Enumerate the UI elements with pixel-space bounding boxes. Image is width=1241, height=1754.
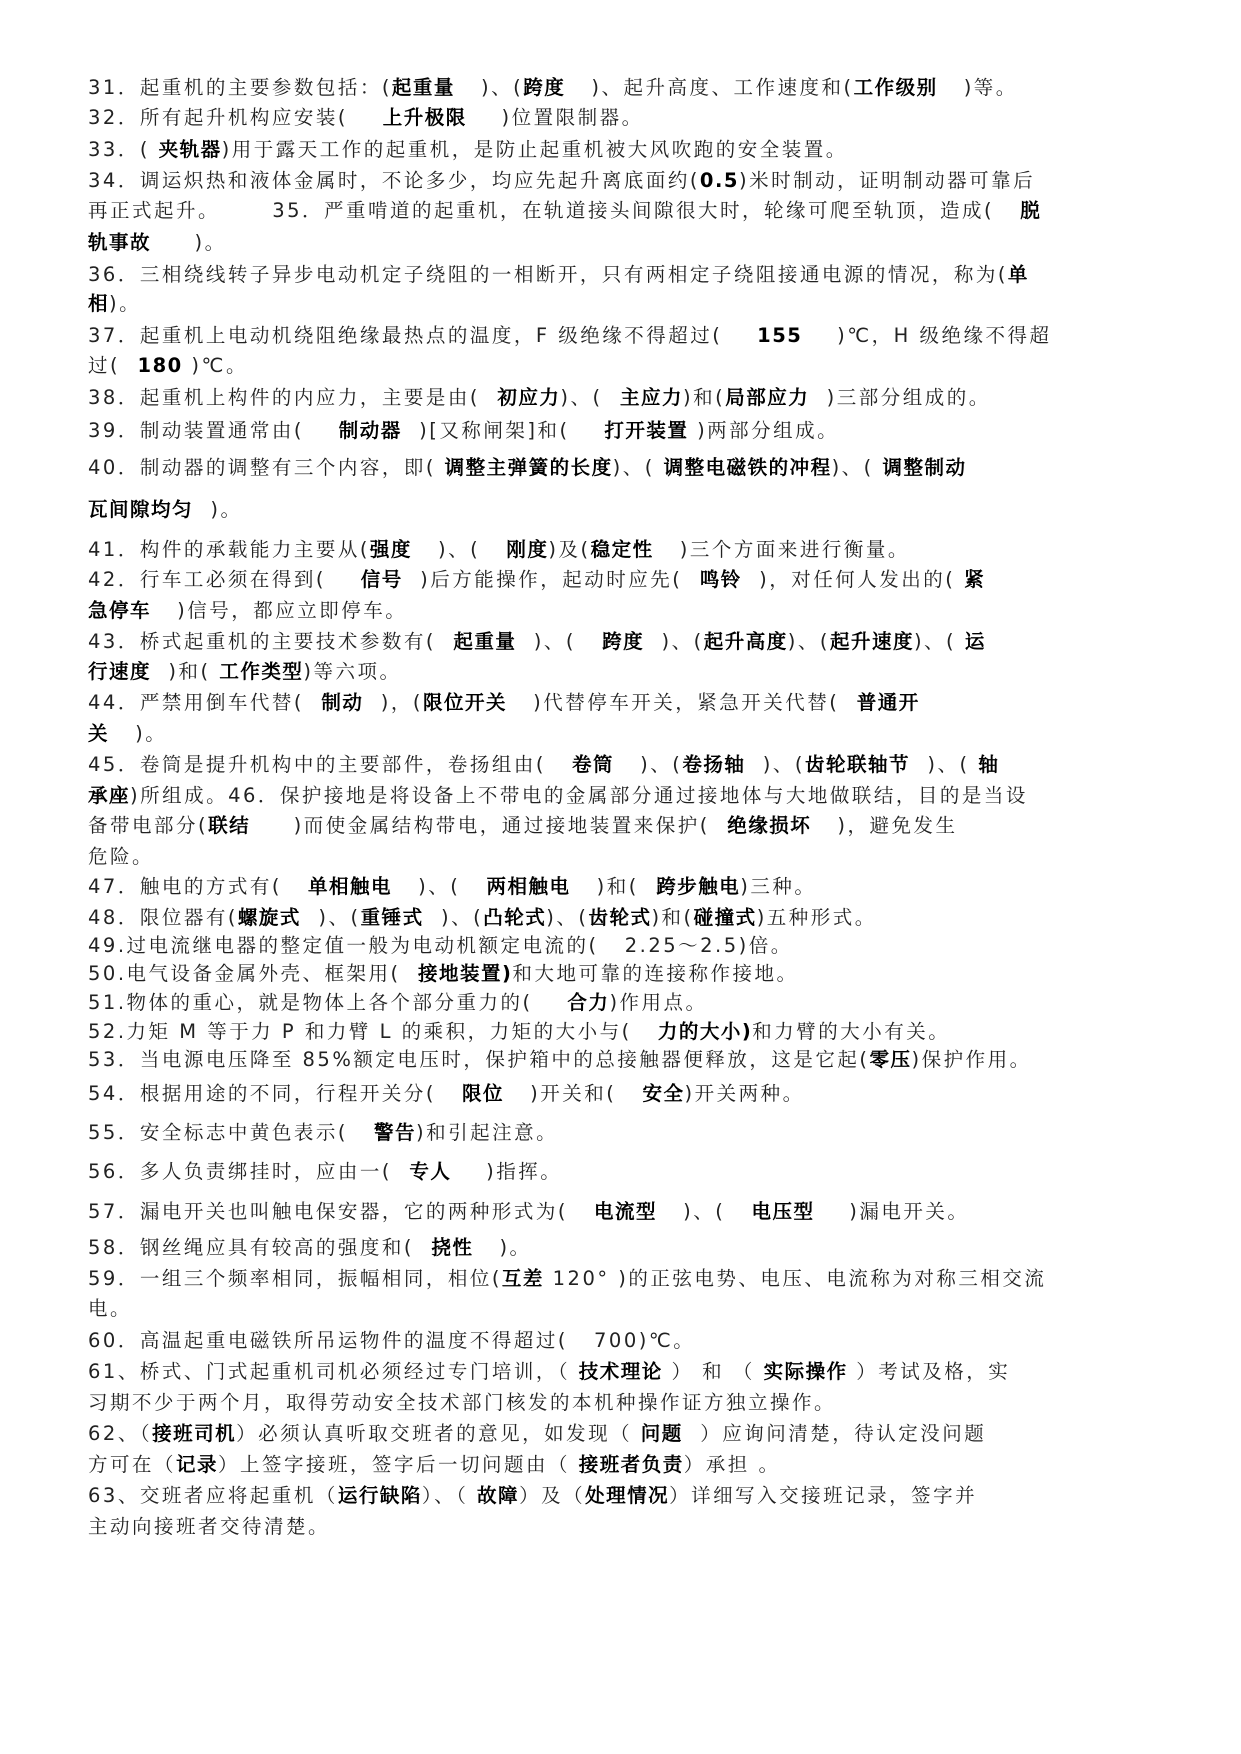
- answer-text: 调整电磁铁的冲程: [663, 456, 832, 479]
- question-text: 49.过电流继电器的整定值一般为电动机额定电流的( 2.25～2.5)倍。: [88, 934, 793, 957]
- text-line: [88, 455, 967, 481]
- question-text: 56．多人负责绑挂时，应由一(: [88, 1160, 410, 1183]
- question-text: )、(: [831, 456, 883, 479]
- question-text: )两部分组成。: [688, 419, 840, 442]
- question-text: )及(: [548, 538, 591, 561]
- question-text: 53．当电源电压降至 85%额定电压时，保护箱中的总接触器便释放，这是它起(: [88, 1048, 870, 1071]
- question-text: 38．起重机上构件的内应力，主要是由(: [88, 386, 498, 409]
- question-text: )而使金属结构带电，通过接地装置来保护(: [250, 814, 728, 837]
- question-text: )和(: [682, 386, 726, 409]
- text-line: [88, 1120, 558, 1146]
- text-line: [88, 1483, 977, 1509]
- question-text: 再正式起升。 35．严重啃道的起重机，在轨道接头间隙很大时，轮缘可爬至轨顶，造成(: [88, 199, 1021, 222]
- question-text: )。: [109, 292, 142, 315]
- answer-text: 行速度: [88, 660, 152, 683]
- text-line: [88, 690, 920, 716]
- question-text: 44．严禁用倒车代替(: [88, 691, 322, 714]
- answer-text: 限位开关: [422, 691, 507, 714]
- question-text: 45．卷筒是提升机构中的主要部件，卷扬组由(: [88, 753, 573, 776]
- text-line: [88, 291, 141, 317]
- text-line: [88, 905, 877, 931]
- question-text: )后方能操作，起动时应先(: [402, 568, 700, 591]
- answer-text: 卷扬轴: [682, 753, 746, 776]
- text-line: [88, 1047, 1032, 1073]
- text-line: [88, 659, 401, 685]
- question-text: 55．安全标志中黄色表示(: [88, 1121, 375, 1144]
- answer-text: 鸣铃: [699, 568, 742, 591]
- question-text: 52.力矩 M 等于力 P 和力臂 L 的乘积，力矩的大小与(: [88, 1020, 658, 1043]
- question-text: 31．起重机的主要参数包括：(: [88, 76, 392, 99]
- answer-text: 调整主弹簧的长度: [444, 456, 613, 479]
- answer-text: 跨度: [602, 630, 645, 653]
- question-text: 47．触电的方式有(: [88, 875, 309, 898]
- answer-text: 专人: [409, 1160, 452, 1183]
- answer-text: 齿轮式: [588, 906, 652, 929]
- answer-text: 起升速度: [829, 630, 914, 653]
- question-text: 和大地可靠的连接称作接地。: [512, 962, 799, 985]
- question-text: ）上签字接班，签字后一切问题由（: [218, 1453, 579, 1476]
- question-text: )保护作用。: [911, 1048, 1032, 1071]
- answer-text: 警告: [374, 1121, 417, 1144]
- question-text: )、起升高度、工作速度和(: [565, 76, 854, 99]
- answer-text: 电压型: [751, 1200, 815, 1223]
- question-text: 50.电气设备金属外壳、框架用(: [88, 962, 419, 985]
- question-text: )℃。: [182, 354, 248, 377]
- question-text: 方可在（: [88, 1453, 177, 1476]
- text-line: [88, 230, 227, 256]
- answer-text: 关: [88, 722, 110, 745]
- question-text: )、(: [516, 630, 603, 653]
- text-line: [88, 198, 1041, 224]
- answer-text: 运行缺陷: [337, 1484, 422, 1507]
- question-text: )[又称闸架]和(: [401, 419, 605, 442]
- question-text: )所组成。46．保护接地是将设备上不带电的金属部分通过接地体与大地做联结，目的是当设: [130, 784, 1028, 807]
- answer-text: 故障: [477, 1484, 520, 1507]
- answer-text: 联结: [208, 814, 251, 837]
- answer-text: 起升高度: [703, 630, 788, 653]
- question-text: ）考试及格，实: [847, 1360, 1011, 1383]
- question-text: 36．三相绕线转子异步电动机定子绕阻的一相断开，只有两相定子绕阻接通电源的情况，称为(: [88, 263, 1008, 286]
- question-text: 备带电部分(: [88, 814, 209, 837]
- question-text: )信号，都应立即停车。: [151, 599, 408, 622]
- text-line: [88, 933, 793, 959]
- question-text: )，对任何人发出的(: [741, 568, 965, 591]
- question-text: )、(: [392, 875, 487, 898]
- question-text: 58．钢丝绳应具有较高的强度和(: [88, 1236, 432, 1259]
- answer-text: 上升极限: [382, 106, 467, 129]
- question-text: ）及（: [519, 1484, 586, 1507]
- question-text: )位置限制器。: [466, 106, 644, 129]
- question-text: ）应询问清楚，待认定没问题: [682, 1422, 987, 1445]
- question-text: 42．行车工必须在得到(: [88, 568, 361, 591]
- question-text: )开关和(: [504, 1082, 643, 1105]
- question-text: )，避免发生: [811, 814, 958, 837]
- answer-text: 主应力: [619, 386, 683, 409]
- answer-text: 限位: [462, 1082, 505, 1105]
- answer-text: 技术理论: [578, 1360, 663, 1383]
- question-text: )、(: [411, 538, 507, 561]
- text-line: [88, 385, 991, 411]
- question-text: ）详细写入交接班记录，签字并: [669, 1484, 978, 1507]
- answer-text: 处理情况: [585, 1484, 670, 1507]
- question-text: 60．高温起重电磁铁所吊运物件的温度不得超过( 700)℃。: [88, 1329, 696, 1352]
- answer-text: 强度: [369, 538, 412, 561]
- text-line: [88, 813, 957, 839]
- question-text: )三种。: [740, 875, 817, 898]
- text-line: [88, 1266, 1046, 1292]
- question-text: )开关两种。: [684, 1082, 805, 1105]
- answer-text: 两相触电: [486, 875, 571, 898]
- answer-text: 工作类型: [219, 660, 304, 683]
- text-line: [88, 1296, 132, 1322]
- text-line: [88, 418, 839, 444]
- question-text: )、(: [787, 630, 830, 653]
- text-line: [88, 1359, 1010, 1385]
- question-text: ） 和 （: [662, 1360, 764, 1383]
- question-text: )等。: [937, 76, 1018, 99]
- question-text: 57．漏电开关也叫触电保安器，它的两种形式为(: [88, 1200, 595, 1223]
- text-line: [88, 783, 1028, 809]
- answer-text: 急停车: [88, 599, 152, 622]
- question-text: 主动向接班者交待清楚。: [88, 1515, 331, 1538]
- text-line: [88, 353, 248, 379]
- answer-text: 轨事故: [88, 231, 152, 254]
- text-line: [88, 874, 816, 900]
- answer-text: 调整制动: [882, 456, 967, 479]
- question-text: 和力臂的大小有关。: [752, 1020, 951, 1043]
- question-text: 43．桥式起重机的主要技术参数有(: [88, 630, 454, 653]
- answer-text: 力的大小): [657, 1020, 753, 1043]
- answer-text: 记录: [176, 1453, 219, 1476]
- question-text: )三部分组成的。: [809, 386, 991, 409]
- answer-text: 起重量: [453, 630, 517, 653]
- answer-text: 螺旋式: [237, 906, 301, 929]
- answer-text: 实际操作: [763, 1360, 848, 1383]
- question-text: )和引起注意。: [416, 1121, 559, 1144]
- answer-text: 制动器: [338, 419, 402, 442]
- question-text: ）必须认真听取交班者的意见，如发现（: [236, 1422, 641, 1445]
- answer-text: 齿轮联轴节: [805, 753, 911, 776]
- text-line: [88, 1159, 562, 1185]
- text-line: [88, 1235, 532, 1261]
- answer-text: 问题: [640, 1422, 683, 1445]
- answer-text: 局部应力: [725, 386, 810, 409]
- answer-text: 重锤式: [360, 906, 424, 929]
- answer-text: 轴: [978, 753, 1000, 776]
- question-text: 61、桥式、门式起重机司机必须经过专门培训，（: [88, 1360, 579, 1383]
- answer-text: 接地装置): [418, 962, 513, 985]
- question-text: )，(: [363, 691, 423, 714]
- text-line: [88, 1514, 330, 1540]
- question-text: )、(: [560, 386, 620, 409]
- answer-text: 180: [137, 354, 183, 377]
- question-text: 39．制动装置通常由(: [88, 419, 339, 442]
- text-line: [88, 168, 1035, 194]
- question-text: )和(: [651, 906, 694, 929]
- answer-text: 工作级别: [853, 76, 938, 99]
- question-text: 37．起重机上电动机绕阻绝缘最热点的温度，F 级绝缘不得超过(: [88, 324, 758, 347]
- question-text: 59．一组三个频率相同，振幅相同，相位(: [88, 1267, 502, 1290]
- question-text: )等六项。: [303, 660, 402, 683]
- text-line: [88, 137, 848, 163]
- question-text: )。: [193, 498, 243, 521]
- question-text: )、(: [614, 753, 683, 776]
- question-text: 62、（: [88, 1422, 153, 1445]
- question-text: )漏电开关。: [814, 1200, 970, 1223]
- answer-text: 运: [964, 630, 986, 653]
- text-line: [88, 1390, 836, 1416]
- answer-text: 卷筒: [572, 753, 615, 776]
- question-text: )代替停车开关，紧急开关代替(: [506, 691, 857, 714]
- question-text: )℃，H 级绝缘不得超: [802, 324, 1052, 347]
- question-text: )和(: [151, 660, 220, 683]
- text-line: [88, 105, 644, 131]
- text-line: [88, 961, 798, 987]
- answer-text: 稳定性: [590, 538, 654, 561]
- answer-text: 安全: [642, 1082, 685, 1105]
- answer-text: 碰撞式: [693, 906, 757, 929]
- question-text: )。: [109, 722, 168, 745]
- question-text: 54．根据用途的不同，行程开关分(: [88, 1082, 463, 1105]
- answer-text: 电流型: [594, 1200, 658, 1223]
- question-text: )、(: [910, 753, 979, 776]
- answer-text: 普通开: [856, 691, 920, 714]
- question-text: 34．调运炽热和液体金属时，不论多少，均应先起升离底面约(: [88, 169, 700, 192]
- question-text: )作用点。: [609, 991, 708, 1014]
- question-text: )、(: [454, 76, 524, 99]
- text-line: [88, 567, 985, 593]
- question-text: )。: [473, 1236, 532, 1259]
- text-line: [88, 844, 154, 870]
- answer-text: 承座: [88, 784, 131, 807]
- answer-text: 接班司机: [152, 1422, 237, 1445]
- answer-text: 紧: [964, 568, 986, 591]
- question-text: 120° )的正弦电势、电压、电流称为对称三相交流: [543, 1267, 1047, 1290]
- text-line: [88, 1081, 805, 1107]
- text-line: [88, 497, 243, 523]
- question-text: 电。: [88, 1297, 133, 1320]
- question-text: 41．构件的承载能力主要从(: [88, 538, 370, 561]
- answer-text: 零压: [869, 1048, 912, 1071]
- question-text: 33．(: [88, 138, 159, 161]
- answer-text: 跨步触电: [656, 875, 741, 898]
- answer-text: 155: [757, 324, 803, 347]
- question-text: )。: [151, 231, 227, 254]
- question-text: )和(: [570, 875, 657, 898]
- question-text: )、(: [745, 753, 805, 776]
- question-text: )用于露天工作的起重机，是防止起重机被大风吹跑的安全装置。: [221, 138, 848, 161]
- text-line: [88, 323, 1052, 349]
- question-text: )、(: [423, 906, 484, 929]
- question-text: 40．制动器的调整有三个内容，即(: [88, 456, 445, 479]
- text-line: [88, 1421, 986, 1447]
- answer-text: 凸轮式: [483, 906, 547, 929]
- answer-text: 互差: [501, 1267, 544, 1290]
- question-text: )、(: [300, 906, 361, 929]
- question-text: )指挥。: [451, 1160, 563, 1183]
- answer-text: 起重量: [391, 76, 455, 99]
- question-text: 危险。: [88, 845, 155, 868]
- text-line: [88, 629, 986, 655]
- answer-text: 相: [88, 292, 110, 315]
- answer-text: 跨度: [523, 76, 566, 99]
- text-line: [88, 990, 708, 1016]
- question-text: ）、（: [421, 1484, 478, 1507]
- text-line: [88, 598, 407, 624]
- question-text: 51.物体的重心，就是物体上各个部分重力的(: [88, 991, 568, 1014]
- question-text: 过(: [88, 354, 138, 377]
- answer-text: 夹轨器: [158, 138, 222, 161]
- text-line: [88, 537, 910, 563]
- question-text: )五种形式。: [756, 906, 877, 929]
- question-text: )、(: [913, 630, 965, 653]
- question-text: 63、交班者应将起重机（: [88, 1484, 338, 1507]
- answer-text: 合力: [567, 991, 610, 1014]
- question-text: )米时制动，证明制动器可靠后: [738, 169, 1036, 192]
- text-line: [88, 1452, 780, 1478]
- answer-text: 单: [1007, 263, 1029, 286]
- text-line: [88, 721, 167, 747]
- answer-text: 打开装置: [604, 419, 689, 442]
- answer-text: 绝缘损坏: [727, 814, 812, 837]
- answer-text: 0.5: [699, 169, 739, 192]
- question-text: 48．限位器有(: [88, 906, 238, 929]
- answer-text: 初应力: [497, 386, 561, 409]
- text-line: [88, 262, 1029, 288]
- text-line: [88, 1328, 695, 1354]
- question-text: )、(: [612, 456, 664, 479]
- answer-text: 单相触电: [308, 875, 393, 898]
- question-text: )、(: [546, 906, 589, 929]
- question-text: ）承担 。: [683, 1453, 781, 1476]
- answer-text: 制动: [321, 691, 364, 714]
- answer-text: 挠性: [431, 1236, 474, 1259]
- text-line: [88, 75, 1018, 101]
- question-text: )三个方面来进行衡量。: [653, 538, 910, 561]
- question-text: )、(: [644, 630, 704, 653]
- answer-text: 瓦间隙均匀: [88, 498, 194, 521]
- text-line: [88, 1019, 950, 1045]
- text-line: [88, 752, 999, 778]
- answer-text: 脱: [1020, 199, 1042, 222]
- question-text: )、(: [657, 1200, 752, 1223]
- question-text: 习期不少于两个月，取得劳动安全技术部门核发的本机种操作证方独立操作。: [88, 1391, 837, 1414]
- question-text: 32．所有起升机构应安装(: [88, 106, 383, 129]
- answer-text: 接班者负责: [578, 1453, 684, 1476]
- text-line: [88, 1199, 969, 1225]
- answer-text: 信号: [360, 568, 403, 591]
- answer-text: 刚度: [506, 538, 549, 561]
